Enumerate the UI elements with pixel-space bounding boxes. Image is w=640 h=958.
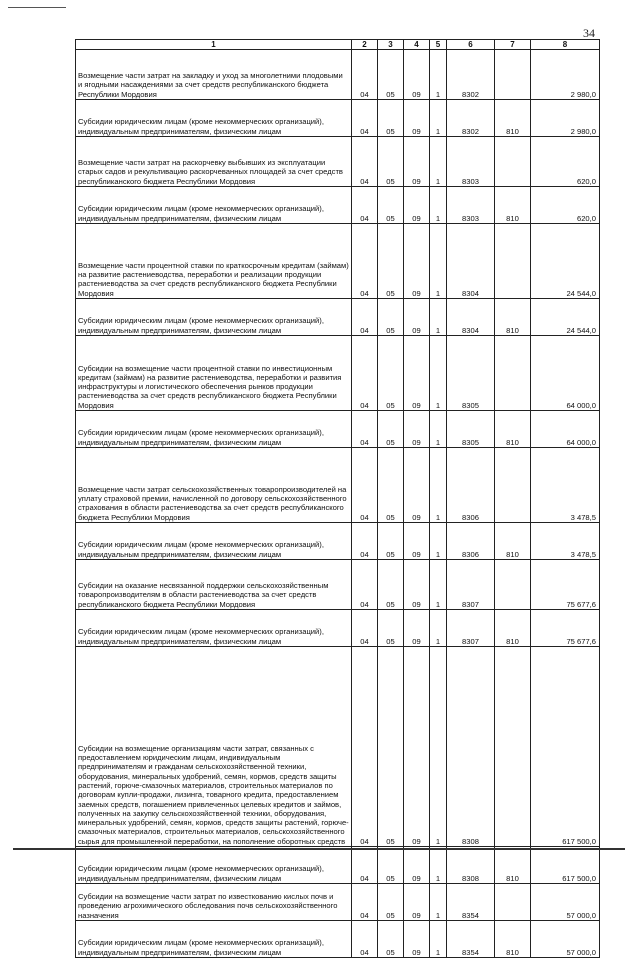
- code-5: 1: [430, 137, 447, 187]
- code-4: 09: [404, 647, 430, 847]
- code-4: 09: [404, 523, 430, 560]
- table-row: [76, 847, 600, 884]
- table-row: [76, 647, 600, 847]
- code-4: 09: [404, 137, 430, 187]
- code-2: 04: [352, 100, 378, 137]
- row-name: Возмещение части затрат на раскорчевку выбывших из эксплуатации старых садов и рекультивацию раскорчеванных площадей за счет средств республиканского бюджета Республики Мордовия: [76, 137, 352, 187]
- table-row: [76, 336, 600, 411]
- header-cell: 4: [404, 40, 430, 50]
- row-name: Возмещение части затрат сельскохозяйственных товаропроизводителей на уплату страховой премии, начисленной по договору сельскохозяйственного страхования в области растениеводства за счет средств республиканского бюджета Республики Мордовия: [76, 448, 352, 523]
- amount-cell: 620,0: [531, 137, 600, 187]
- code-7: [495, 560, 531, 610]
- row-name: Субсидии на возмещение части процентной ставки по инвестиционным кредитам (займам) на развитие растениеводства, переработки и развития инфраструктуры и логистического обеспечения рынков продукции растениеводства за счет средств республиканского бюджета Республики Мордовия: [76, 336, 352, 411]
- code-6: 8302: [447, 100, 495, 137]
- code-3: 05: [378, 884, 404, 921]
- code-5: 1: [430, 448, 447, 523]
- code-6: 8308: [447, 847, 495, 884]
- code-4: 09: [404, 336, 430, 411]
- code-5: 1: [430, 224, 447, 299]
- amount-cell: 3 478,5: [531, 523, 600, 560]
- table-row: [76, 137, 600, 187]
- code-3: 05: [378, 560, 404, 610]
- table-body: [76, 50, 600, 958]
- code-4: 09: [404, 448, 430, 523]
- row-name: Субсидии юридическим лицам (кроме некоммерческих организаций), индивидуальным предпринимателям, физическим лицам: [76, 523, 352, 560]
- code-7: 810: [495, 100, 531, 137]
- code-6: 8305: [447, 336, 495, 411]
- code-4: 09: [404, 610, 430, 647]
- code-3: 05: [378, 299, 404, 336]
- code-2: 04: [352, 411, 378, 448]
- row-name: Субсидии юридическим лицам (кроме некоммерческих организаций), индивидуальным предпринимателям, физическим лицам: [76, 921, 352, 958]
- header-cell: 5: [430, 40, 447, 50]
- code-7: 810: [495, 523, 531, 560]
- table-row: [76, 610, 600, 647]
- code-5: 1: [430, 50, 447, 100]
- code-5: 1: [430, 336, 447, 411]
- code-5: 1: [430, 299, 447, 336]
- code-7: 810: [495, 187, 531, 224]
- code-7: 810: [495, 610, 531, 647]
- amount-cell: 75 677,6: [531, 560, 600, 610]
- code-7: [495, 336, 531, 411]
- table-row: [76, 921, 600, 958]
- code-6: 8304: [447, 299, 495, 336]
- code-5: 1: [430, 847, 447, 884]
- code-4: 09: [404, 884, 430, 921]
- amount-cell: 617 500,0: [531, 647, 600, 847]
- code-2: 04: [352, 50, 378, 100]
- code-2: 04: [352, 921, 378, 958]
- code-2: 04: [352, 336, 378, 411]
- code-7: [495, 647, 531, 847]
- amount-cell: 75 677,6: [531, 610, 600, 647]
- code-4: 09: [404, 411, 430, 448]
- row-name: Субсидии юридическим лицам (кроме некоммерческих организаций), индивидуальным предпринимателям, физическим лицам: [76, 299, 352, 336]
- code-3: 05: [378, 224, 404, 299]
- code-6: 8303: [447, 187, 495, 224]
- code-7: 810: [495, 921, 531, 958]
- header-cell: 1: [76, 40, 352, 50]
- code-7: [495, 224, 531, 299]
- header-cell: 7: [495, 40, 531, 50]
- code-2: 04: [352, 187, 378, 224]
- code-3: 05: [378, 647, 404, 847]
- code-6: 8306: [447, 448, 495, 523]
- code-6: 8307: [447, 610, 495, 647]
- code-4: 09: [404, 50, 430, 100]
- amount-cell: 2 980,0: [531, 50, 600, 100]
- page-number: 34: [583, 26, 595, 40]
- table-row: [76, 224, 600, 299]
- header-cell: 8: [531, 40, 600, 50]
- code-3: 05: [378, 610, 404, 647]
- row-name: Субсидии юридическим лицам (кроме некоммерческих организаций), индивидуальным предпринимателям, физическим лицам: [76, 847, 352, 884]
- code-5: 1: [430, 884, 447, 921]
- row-name: Возмещение части процентной ставки по краткосрочным кредитам (займам) на развитие растениеводства, переработки и реализации продукции растениеводства за счет средств республиканского бюджета Республики Мордовия: [76, 224, 352, 299]
- table-row: [76, 560, 600, 610]
- code-6: 8305: [447, 411, 495, 448]
- table-header-row: [76, 40, 600, 50]
- table-row: [76, 523, 600, 560]
- code-6: 8354: [447, 884, 495, 921]
- code-5: 1: [430, 187, 447, 224]
- row-name: Субсидии на возмещение части затрат по известкованию кислых почв и проведению агрохимического обследования почв сельскохозяйственного назначения: [76, 884, 352, 921]
- code-2: 04: [352, 224, 378, 299]
- budget-table: [75, 39, 600, 958]
- code-6: 8303: [447, 137, 495, 187]
- table-row: [76, 299, 600, 336]
- amount-cell: 57 000,0: [531, 884, 600, 921]
- row-name: Субсидии на оказание несвязанной поддержки сельскохозяйственным товаропроизводителям в области растениеводства за счет средств республиканского бюджета Республики Мордовия: [76, 560, 352, 610]
- code-6: 8307: [447, 560, 495, 610]
- code-3: 05: [378, 411, 404, 448]
- header-cell: 6: [447, 40, 495, 50]
- code-5: 1: [430, 647, 447, 847]
- code-2: 04: [352, 137, 378, 187]
- row-name: Субсидии юридическим лицам (кроме некоммерческих организаций), индивидуальным предпринимателям, физическим лицам: [76, 411, 352, 448]
- code-6: 8308: [447, 647, 495, 847]
- code-3: 05: [378, 921, 404, 958]
- code-7: [495, 884, 531, 921]
- code-2: 04: [352, 523, 378, 560]
- code-5: 1: [430, 921, 447, 958]
- code-2: 04: [352, 610, 378, 647]
- header-cell: 3: [378, 40, 404, 50]
- code-2: 04: [352, 299, 378, 336]
- code-4: 09: [404, 187, 430, 224]
- code-3: 05: [378, 523, 404, 560]
- amount-cell: 64 000,0: [531, 336, 600, 411]
- code-7: [495, 50, 531, 100]
- code-4: 09: [404, 224, 430, 299]
- amount-cell: 24 544,0: [531, 224, 600, 299]
- code-2: 04: [352, 560, 378, 610]
- code-3: 05: [378, 50, 404, 100]
- amount-cell: 2 980,0: [531, 100, 600, 137]
- code-2: 04: [352, 884, 378, 921]
- code-4: 09: [404, 100, 430, 137]
- code-3: 05: [378, 137, 404, 187]
- code-6: 8306: [447, 523, 495, 560]
- amount-cell: 620,0: [531, 187, 600, 224]
- code-6: 8302: [447, 50, 495, 100]
- code-4: 09: [404, 560, 430, 610]
- table-row: [76, 187, 600, 224]
- amount-cell: 24 544,0: [531, 299, 600, 336]
- row-name: Субсидии юридическим лицам (кроме некоммерческих организаций), индивидуальным предпринимателям, физическим лицам: [76, 610, 352, 647]
- code-2: 04: [352, 847, 378, 884]
- code-3: 05: [378, 847, 404, 884]
- table-row: [76, 50, 600, 100]
- code-3: 05: [378, 448, 404, 523]
- code-3: 05: [378, 336, 404, 411]
- code-4: 09: [404, 299, 430, 336]
- bottom-rule: [13, 848, 625, 850]
- code-7: 810: [495, 299, 531, 336]
- table-row: [76, 448, 600, 523]
- code-5: 1: [430, 523, 447, 560]
- code-7: 810: [495, 411, 531, 448]
- code-4: 09: [404, 847, 430, 884]
- top-rule: [8, 7, 66, 8]
- code-6: 8304: [447, 224, 495, 299]
- code-6: 8354: [447, 921, 495, 958]
- code-5: 1: [430, 411, 447, 448]
- code-4: 09: [404, 921, 430, 958]
- table-row: [76, 884, 600, 921]
- row-name: Возмещение части затрат на закладку и уход за многолетними плодовыми и ягодными насаждениями за счет средств республиканского бюджета Республики Мордовия: [76, 50, 352, 100]
- code-3: 05: [378, 100, 404, 137]
- table-row: [76, 411, 600, 448]
- table-row: [76, 100, 600, 137]
- row-name: Субсидии юридическим лицам (кроме некоммерческих организаций), индивидуальным предпринимателям, физическим лицам: [76, 100, 352, 137]
- amount-cell: 64 000,0: [531, 411, 600, 448]
- code-2: 04: [352, 448, 378, 523]
- amount-cell: 57 000,0: [531, 921, 600, 958]
- row-name: Субсидии юридическим лицам (кроме некоммерческих организаций), индивидуальным предпринимателям, физическим лицам: [76, 187, 352, 224]
- code-5: 1: [430, 610, 447, 647]
- code-5: 1: [430, 560, 447, 610]
- header-cell: 2: [352, 40, 378, 50]
- amount-cell: 617 500,0: [531, 847, 600, 884]
- code-5: 1: [430, 100, 447, 137]
- code-7: [495, 448, 531, 523]
- code-3: 05: [378, 187, 404, 224]
- code-2: 04: [352, 647, 378, 847]
- amount-cell: 3 478,5: [531, 448, 600, 523]
- row-name: Субсидии на возмещение организациям части затрат, связанных с предоставлением юридическим лицам, индивидуальным предпринимателям и гражданам сельскохозяйственной техники, оборудования, минеральных удобрений, семян, кормов, средств защиты растений, горюче-смазочных материалов, строительных материалов по договорам купли-продажи, лизинга, товарного кредита, предоставлением заемных средств, погашением привлеченных целевых кредитов и займов, полученных на закупку сельскохозяйственной техники, оборудования, минеральных удобрений, семян, кормов, средств защиты растений, горюче-смазочных материалов, строительных материалов, сельскохозяйственного сырья для промышленной переработки, на пополнение оборотных средств: [76, 647, 352, 847]
- code-7: 810: [495, 847, 531, 884]
- code-7: [495, 137, 531, 187]
